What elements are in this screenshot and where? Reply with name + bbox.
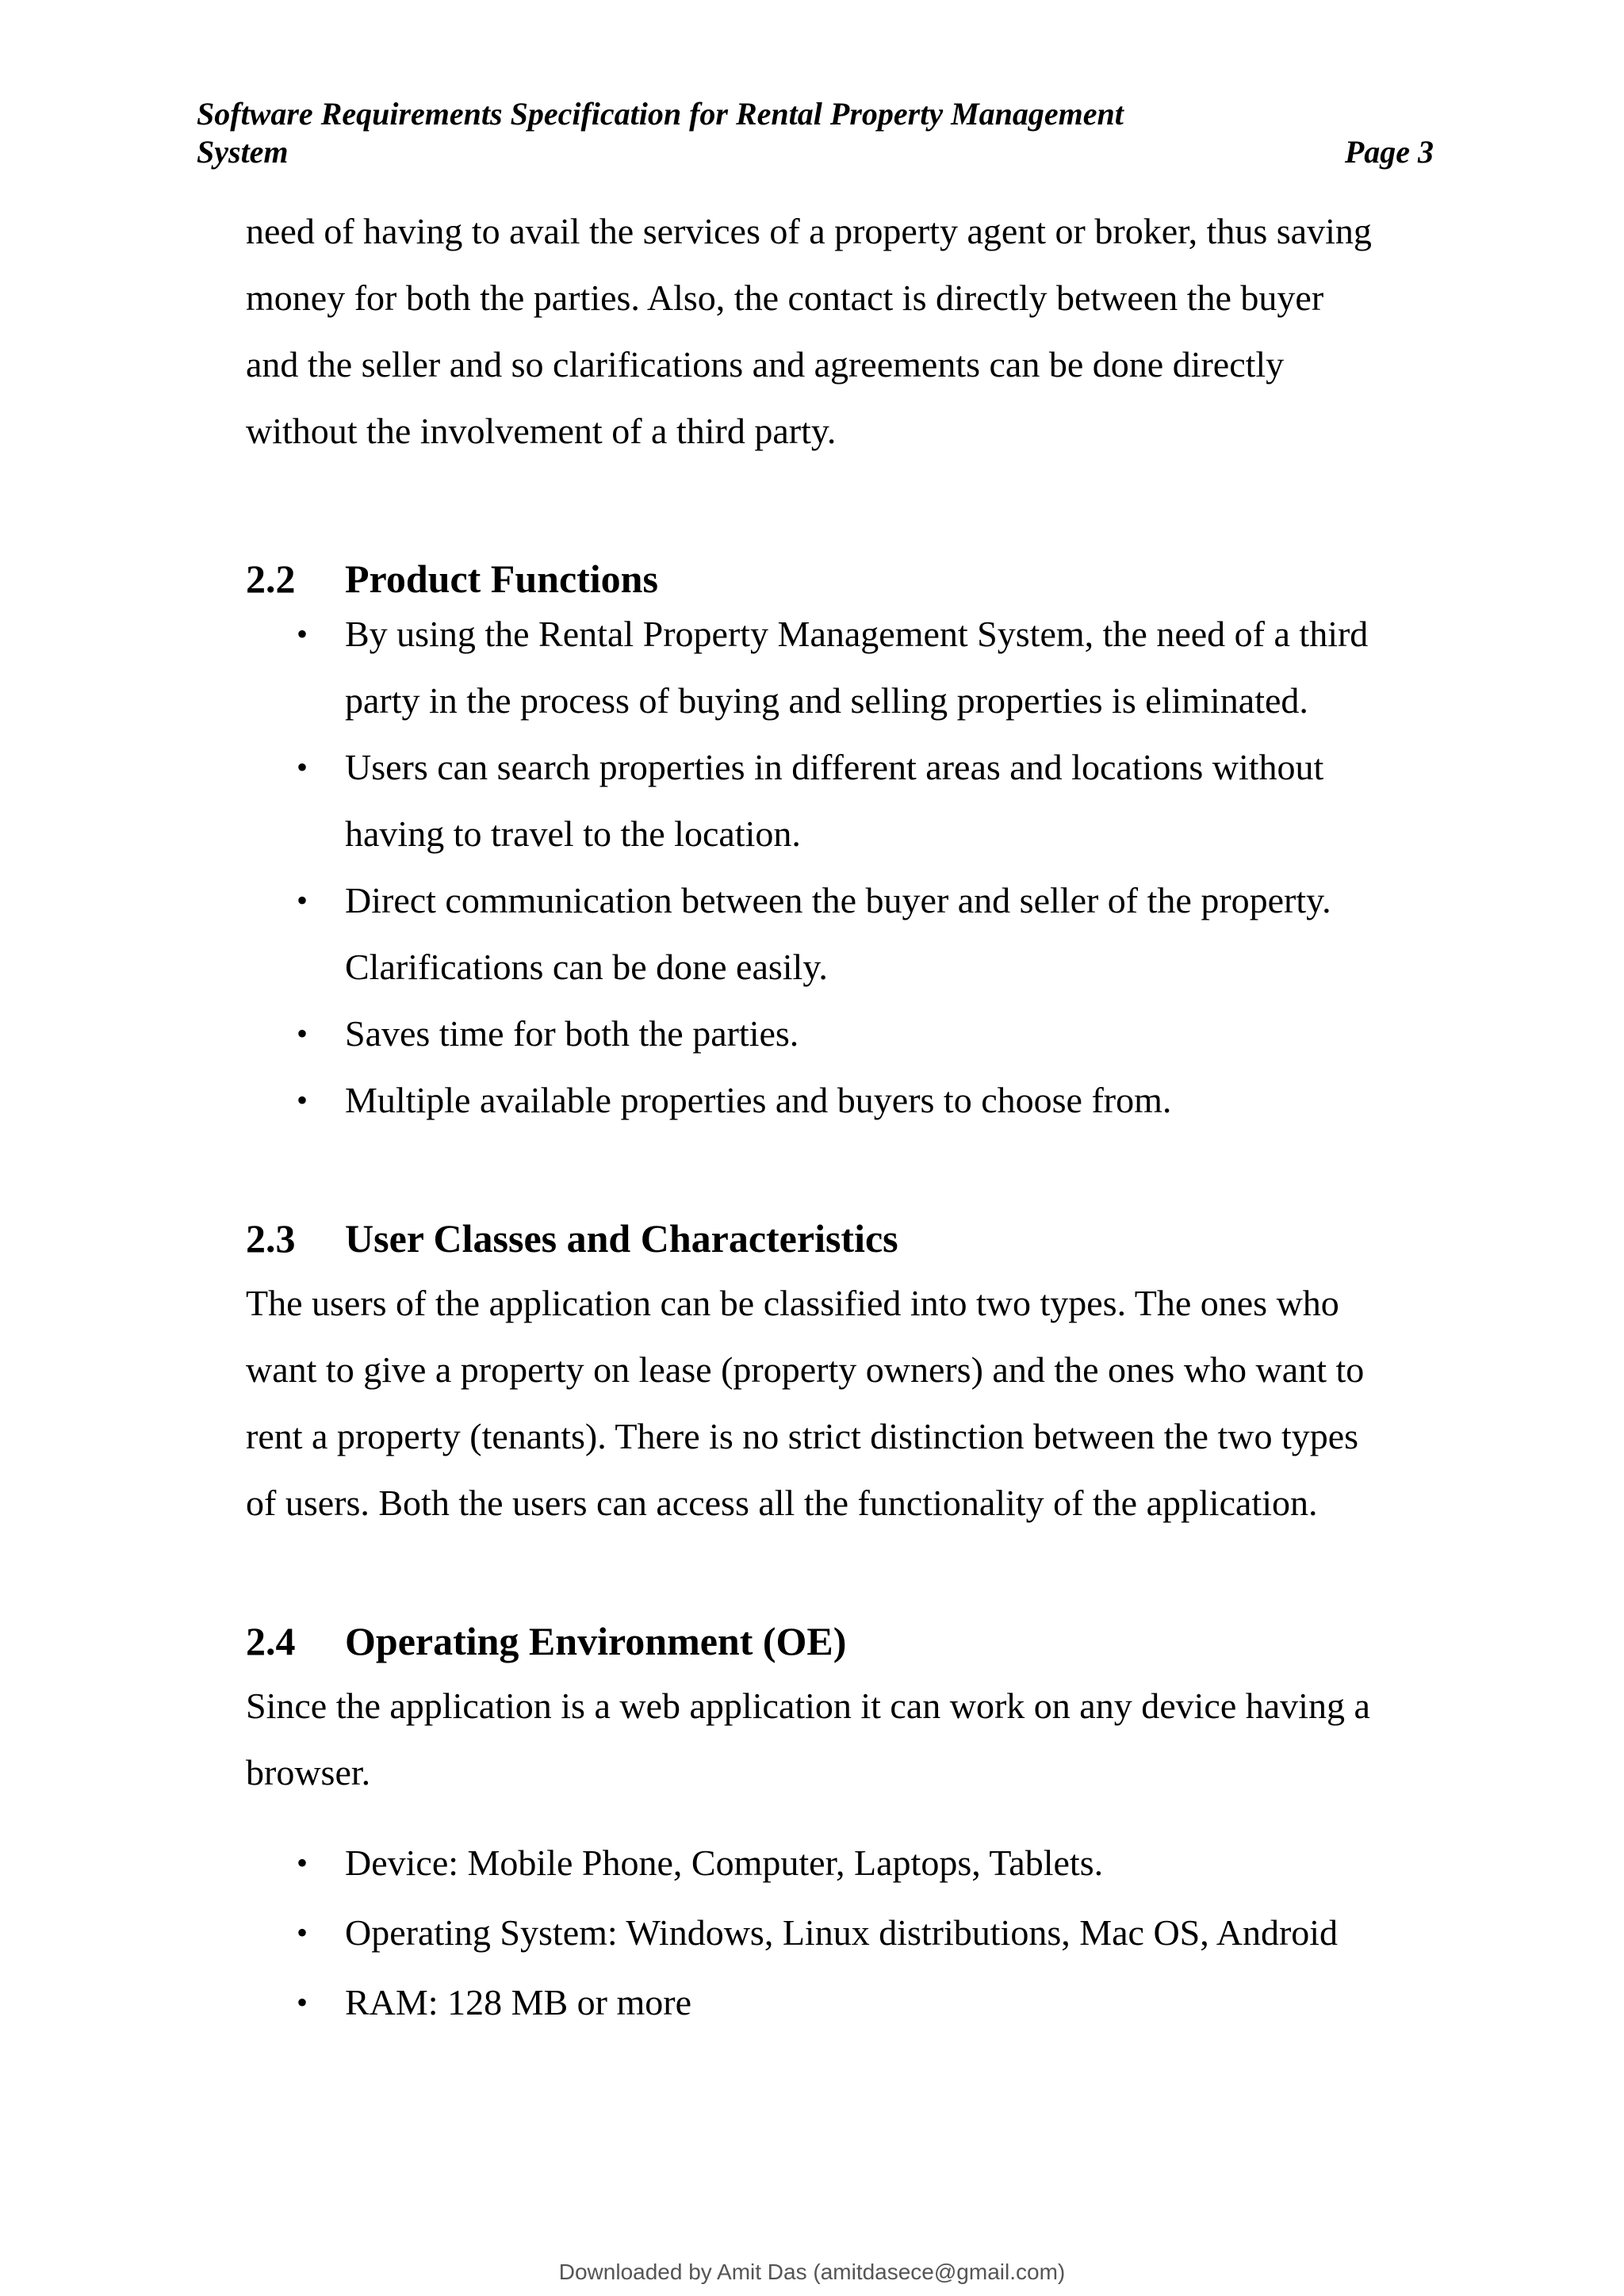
text-line: By using the Rental Property Management System, the need of a third — [345, 614, 1369, 654]
list-item — [246, 1898, 1443, 1968]
text-line: party in the process of buying and selling properties is eliminated. — [345, 680, 1308, 721]
bullet-icon: • — [297, 616, 308, 652]
text-line: Users can search properties in different areas and locations without — [345, 747, 1324, 787]
section-number: 2.3 — [246, 1216, 296, 1261]
text-line: money for both the parties. Also, the contact is directly between the buyer — [246, 277, 1324, 318]
text-line: Saves time for both the parties. — [345, 1013, 799, 1054]
text-line: The users of the application can be classified into two types. The ones who — [246, 1283, 1339, 1323]
document-body — [246, 198, 1443, 2038]
text-line: Multiple available properties and buyers to choose from. — [345, 1080, 1172, 1120]
operating-environment-paragraph — [246, 1673, 1443, 1806]
list-item — [246, 867, 1443, 1001]
text-line: RAM: 128 MB or more — [345, 1982, 691, 2022]
product-functions-list — [246, 601, 1443, 1134]
text-line: without the involvement of a third party. — [246, 411, 837, 451]
bullet-icon: • — [297, 1915, 308, 1950]
section-title: Operating Environment (OE) — [345, 1619, 847, 1663]
page-number: Page 3 — [1344, 134, 1434, 170]
text-line: Clarifications can be done easily. — [345, 947, 828, 987]
section-heading-2-4 — [246, 1616, 1443, 1667]
bullet-icon: • — [297, 749, 308, 785]
list-item — [246, 601, 1443, 734]
list-item — [246, 1968, 1443, 2038]
section-title: Product Functions — [345, 557, 658, 601]
text-line: Direct communication between the buyer and seller of the property. — [345, 880, 1331, 920]
section-number: 2.2 — [246, 557, 296, 601]
bullet-icon: • — [297, 1845, 308, 1881]
list-item — [246, 1001, 1443, 1067]
text-line: Since the application is a web application it can work on any device having a — [246, 1686, 1370, 1726]
text-line: need of having to avail the services of a property agent or broker, thus saving — [246, 211, 1372, 251]
section-number: 2.4 — [246, 1619, 296, 1663]
section-title: User Classes and Characteristics — [345, 1216, 898, 1261]
document-title-line-2: System — [197, 134, 289, 170]
text-line: Device: Mobile Phone, Computer, Laptops, Tablets. — [345, 1843, 1104, 1883]
text-line: rent a property (tenants). There is no strict distinction between the two types — [246, 1416, 1359, 1456]
spacer — [246, 1134, 1443, 1213]
bullet-icon: • — [297, 882, 308, 918]
spacer — [246, 465, 1443, 553]
document-title-line-1: Software Requirements Specification for Rental Property Management — [197, 96, 1124, 132]
text-line: want to give a property on lease (property owners) and the ones who want to — [246, 1349, 1365, 1390]
operating-environment-list — [246, 1828, 1443, 2038]
user-classes-paragraph — [246, 1270, 1443, 1536]
download-footer: Downloaded by Amit Das (amitdasece@gmail.com) — [558, 2260, 1066, 2284]
bullet-icon: • — [297, 1984, 308, 2020]
text-line: Operating System: Windows, Linux distributions, Mac OS, Android — [345, 1912, 1339, 1953]
list-item — [246, 1067, 1443, 1134]
text-line: of users. Both the users can access all the functionality of the application. — [246, 1483, 1318, 1523]
list-item — [246, 734, 1443, 867]
intro-paragraph — [246, 198, 1443, 465]
section-heading-2-3 — [246, 1213, 1443, 1264]
bullet-icon: • — [297, 1082, 308, 1118]
section-heading-2-2 — [246, 553, 1443, 604]
bullet-icon: • — [297, 1016, 308, 1051]
spacer — [246, 1536, 1443, 1616]
list-item — [246, 1828, 1443, 1898]
text-line: having to travel to the location. — [345, 813, 801, 854]
text-line: and the seller and so clarifications and agreements can be done directly — [246, 344, 1285, 385]
text-line: browser. — [246, 1752, 371, 1793]
page-header — [197, 95, 1434, 174]
